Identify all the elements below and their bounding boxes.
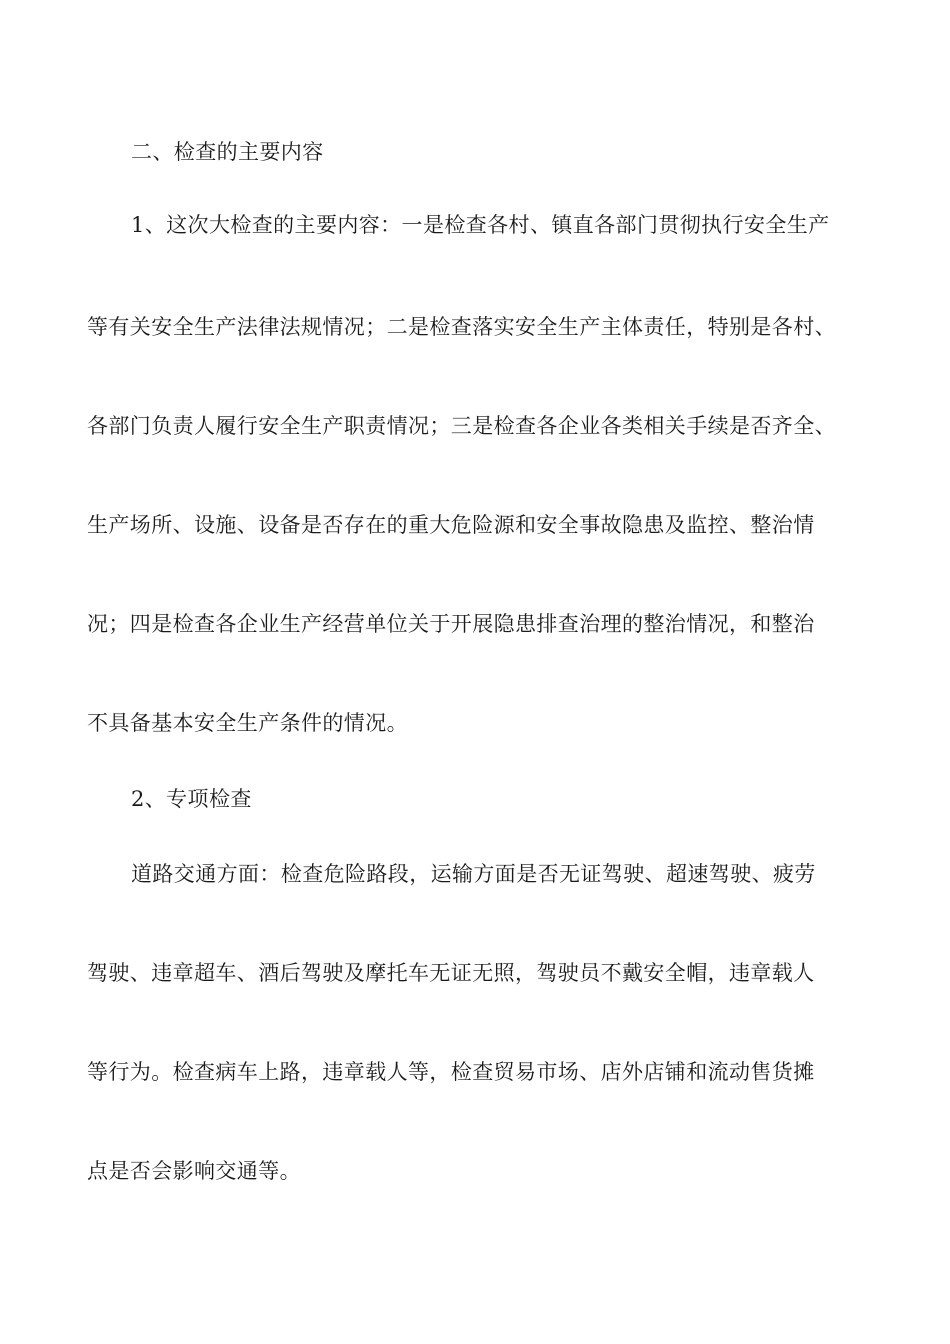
paragraph-line: 1、这次大检查的主要内容：一是检查各村、镇直各部门贯彻执行安全生产: [131, 213, 830, 237]
paragraph-line: 等行为。检查病车上路，违章载人等，检查贸易市场、店外店铺和流动售货摊: [87, 1060, 815, 1084]
paragraph-line: 生产场所、设施、设备是否存在的重大危险源和安全事故隐患及监控、整治情: [87, 513, 815, 537]
paragraph-line: 不具备基本安全生产条件的情况。: [87, 711, 408, 735]
section-heading: 二、检查的主要内容: [131, 140, 324, 164]
paragraph-line: 点是否会影响交通等。: [87, 1159, 301, 1183]
paragraph-line: 驾驶、违章超车、酒后驾驶及摩托车无证无照，驾驶员不戴安全帽，违章载人: [87, 961, 815, 985]
paragraph-line: 道路交通方面：检查危险路段，运输方面是否无证驾驶、超速驾驶、疲劳: [131, 862, 816, 886]
subsection-heading: 2、专项检查: [131, 787, 252, 811]
paragraph-line: 各部门负责人履行安全生产职责情况；三是检查各企业各类相关手续是否齐全、: [87, 414, 836, 438]
paragraph-line: 况；四是检查各企业生产经营单位关于开展隐患排查治理的整治情况，和整治: [87, 612, 815, 636]
paragraph-line: 等有关安全生产法律法规情况；二是检查落实安全生产主体责任，特别是各村、: [87, 315, 836, 339]
